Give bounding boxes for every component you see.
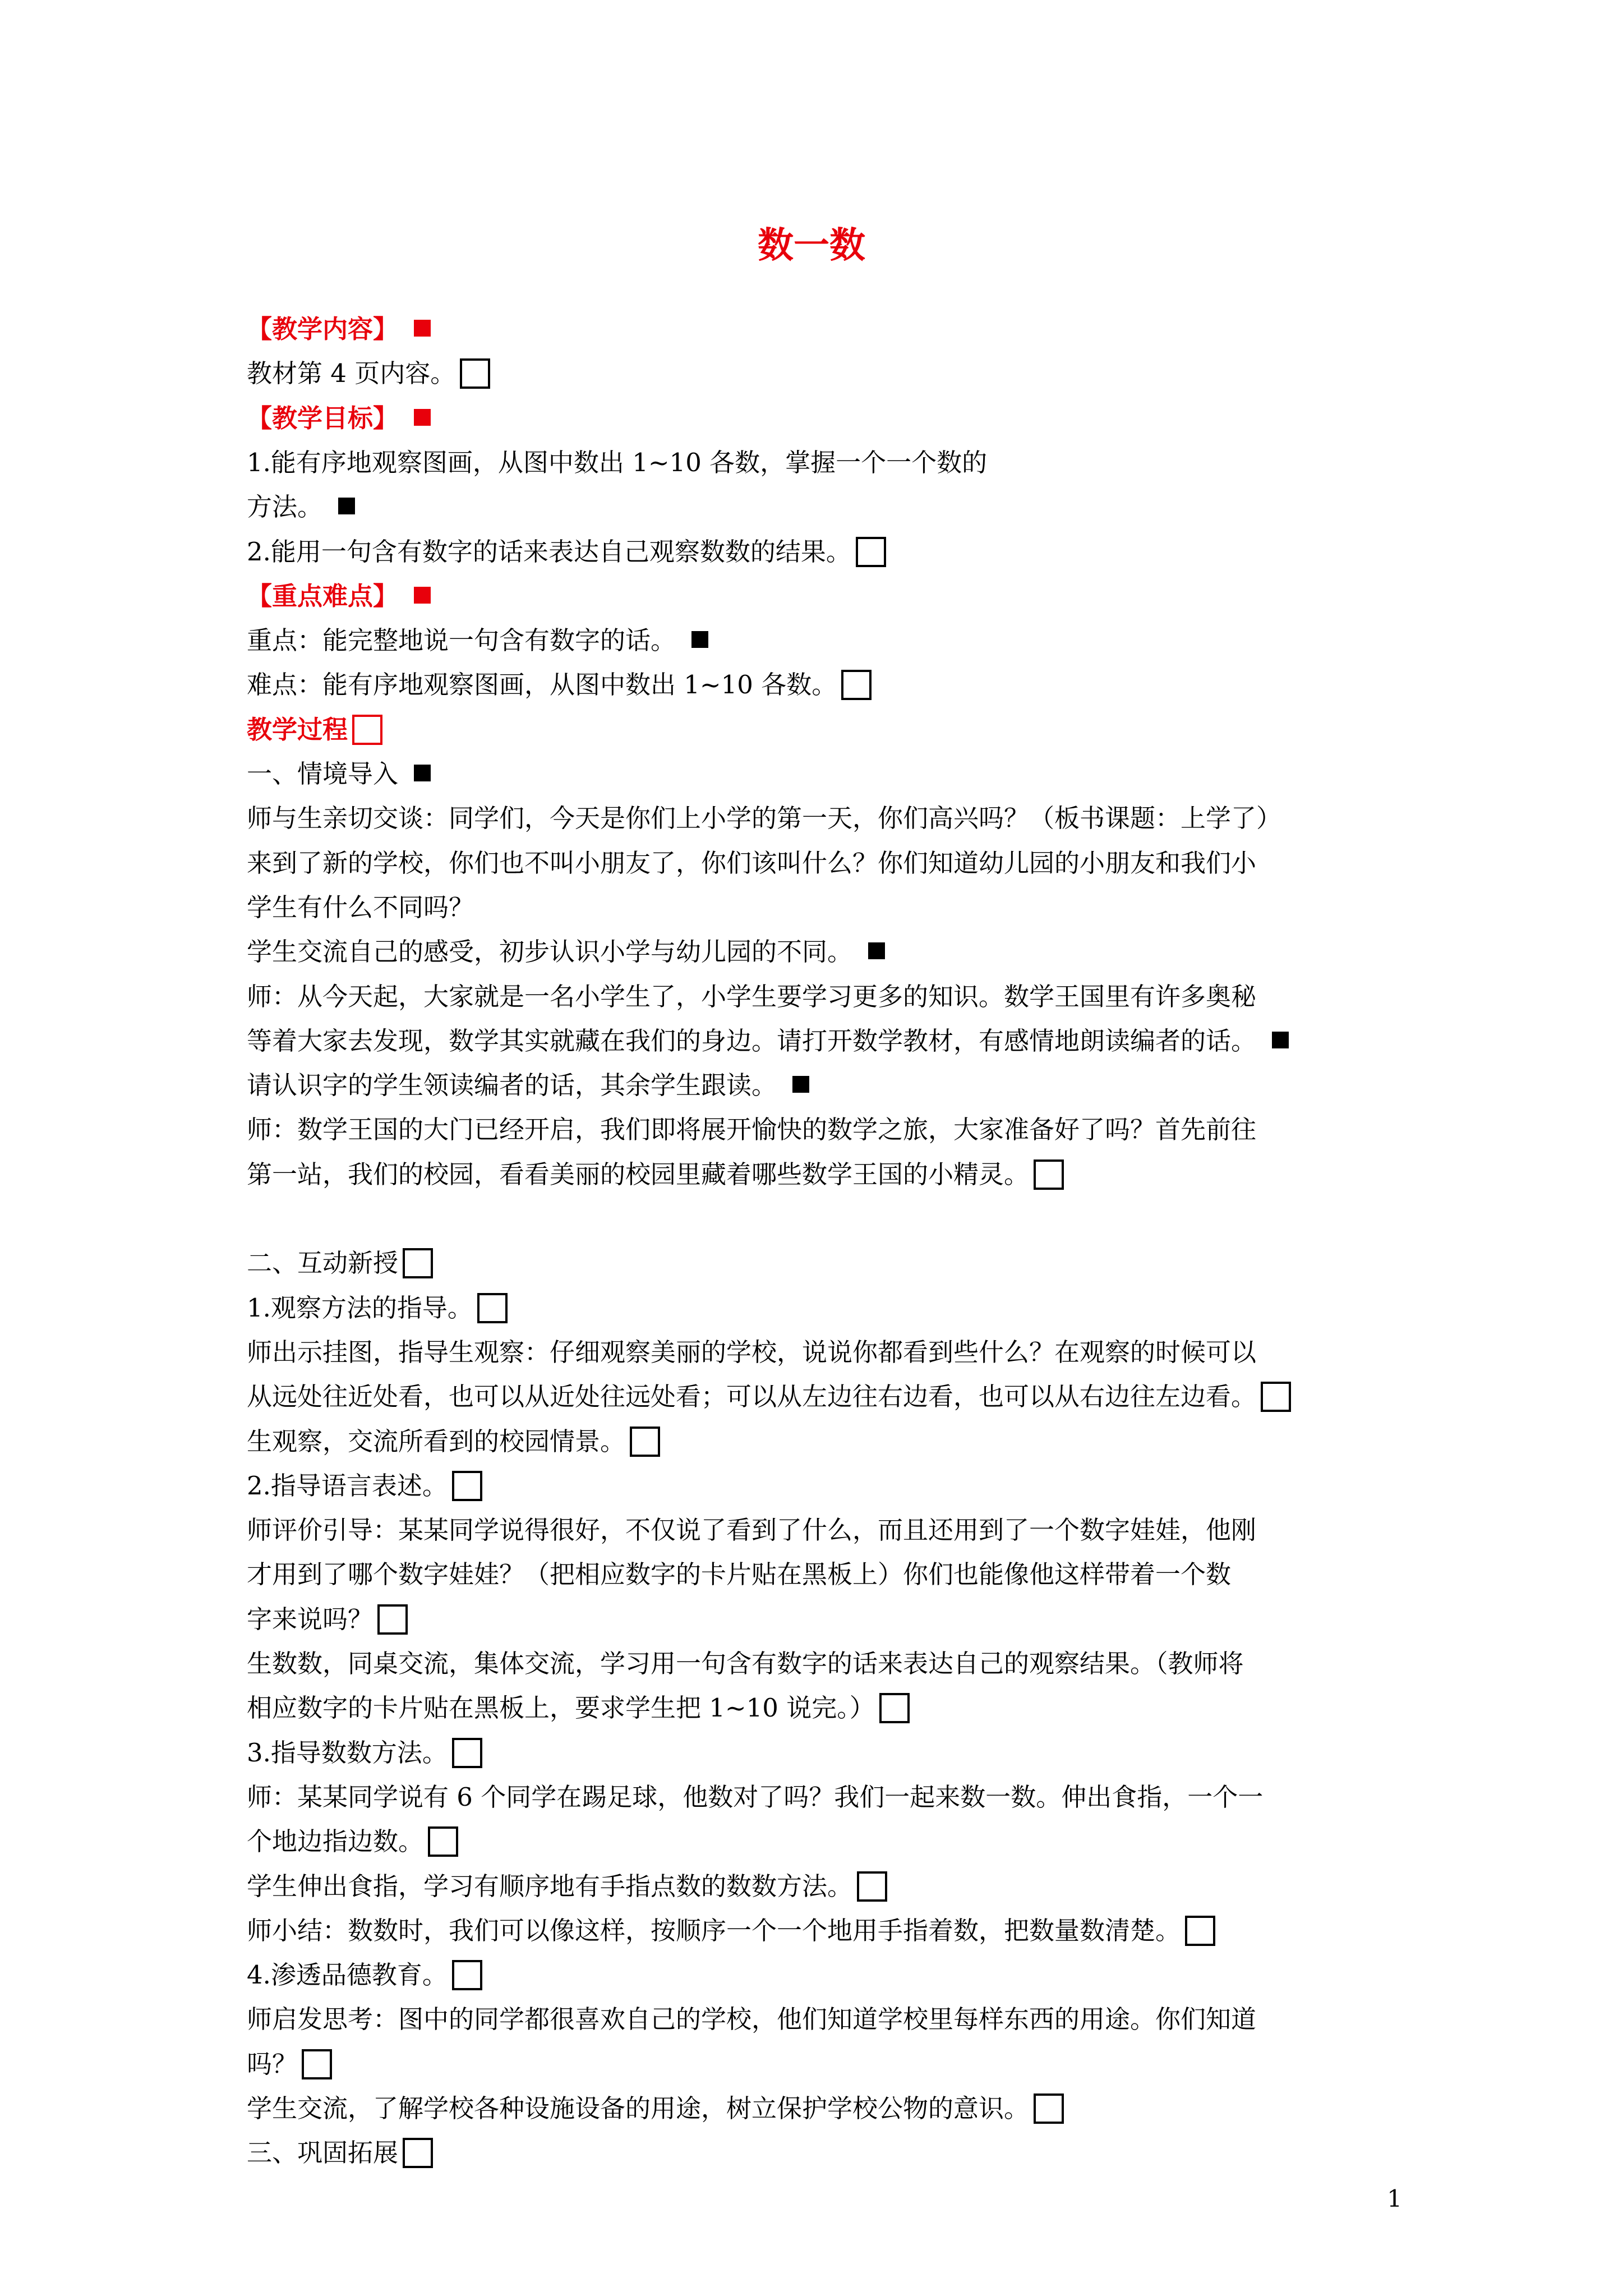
line-text: 吗？	[247, 2049, 298, 2079]
line-text: 生数数，同桌交流，集体交流，学习用一句含有数字的话来表达自己的观察结果。（教师将	[247, 1649, 1244, 1678]
text-line	[247, 1108, 1402, 1152]
text-line	[247, 1286, 1402, 1330]
text-line	[247, 1953, 1402, 1997]
line-text: 【教学目标】	[247, 403, 399, 433]
line-text: 才用到了哪个数字娃娃？（把相应数字的卡片贴在黑板上）你们也能像他这样带着一个数	[247, 1559, 1232, 1589]
line-text: 师：数学王国的大门已经开启，我们即将展开愉快的数学之旅，大家准备好了吗？首先前往	[247, 1115, 1257, 1144]
text-line	[247, 1420, 1402, 1464]
section-heading	[247, 574, 1402, 618]
line-text: 师评价引导：某某同学说得很好，不仅说了看到了什么，而且还用到了一个数字娃娃，他刚	[247, 1515, 1257, 1545]
line-text: 相应数字的卡片贴在黑板上，要求学生把 1~10 说完。）	[247, 1693, 875, 1723]
checkbox[interactable]	[1261, 1382, 1291, 1412]
checkbox[interactable]	[1185, 1916, 1215, 1946]
text-line	[247, 1375, 1402, 1419]
line-text: 4.渗透品德教育。	[247, 1960, 448, 1990]
line-text: 二、互动新授	[247, 1248, 399, 1278]
line-text: 学生伸出食指，学习有顺序地有手指点数的数数方法。	[247, 1871, 853, 1901]
text-line	[247, 1064, 1402, 1107]
text-line	[247, 441, 1402, 485]
text-line	[247, 797, 1402, 840]
square-bullet-icon	[414, 587, 431, 604]
text-line	[247, 1153, 1402, 1197]
text-line	[247, 1553, 1402, 1596]
checkbox[interactable]	[1034, 1159, 1064, 1190]
text-line	[247, 1820, 1402, 1864]
line-text: 师启发思考：图中的同学都很喜欢自己的学校，他们知道学校里每样东西的用途。你们知道	[247, 2004, 1257, 2034]
text-line	[247, 752, 1402, 796]
page-number: 1	[1387, 2185, 1402, 2212]
line-text: 学生有什么不同吗？	[247, 892, 474, 922]
text-line	[247, 1464, 1402, 1508]
page-title: 数一数	[758, 224, 865, 266]
section-heading	[247, 708, 1402, 752]
text-line	[247, 886, 1402, 930]
text-line	[247, 2087, 1402, 2131]
line-text: 方法。	[247, 492, 323, 522]
checkbox[interactable]	[841, 670, 872, 700]
text-line	[247, 663, 1402, 707]
line-text: 字来说吗？	[247, 1604, 374, 1634]
text-line	[247, 1775, 1402, 1819]
checkbox[interactable]	[352, 715, 382, 745]
checkbox[interactable]	[403, 2138, 433, 2168]
text-line	[247, 352, 1402, 395]
text-line	[247, 619, 1402, 662]
text-line	[247, 530, 1402, 574]
line-text: 教学过程	[247, 715, 348, 744]
text-line	[247, 1197, 1402, 1241]
checkbox[interactable]	[403, 1248, 433, 1278]
text-line	[247, 1998, 1402, 2041]
line-text: 请认识字的学生领读编者的话，其余学生跟读。	[247, 1070, 777, 1100]
line-text: 【教学内容】	[247, 314, 399, 344]
checkbox[interactable]	[630, 1427, 660, 1457]
checkbox[interactable]	[377, 1604, 408, 1635]
line-text: 1.能有序地观察图画，从图中数出 1~10 各数，掌握一个一个数的	[247, 448, 988, 477]
text-line	[247, 1686, 1402, 1730]
checkbox[interactable]	[460, 358, 490, 389]
text-line	[247, 1909, 1402, 1953]
line-text: 从远处往近处看，也可以从近处往远处看；可以从左边往右边看，也可以从右边往左边看。	[247, 1382, 1257, 1411]
checkbox[interactable]	[856, 537, 886, 567]
line-text: 等着大家去发现，数学其实就藏在我们的身边。请打开数学教材，有感情地朗读编者的话。	[247, 1026, 1257, 1056]
square-bullet-icon	[792, 1076, 809, 1093]
checkbox[interactable]	[428, 1826, 458, 1857]
text-line	[247, 1241, 1402, 1285]
text-line	[247, 2131, 1402, 2175]
line-text: 1.观察方法的指导。	[247, 1293, 473, 1323]
line-text: 师出示挂图，指导生观察：仔细观察美丽的学校，说说你都看到些什么？在观察的时候可以	[247, 1337, 1257, 1367]
line-text: 学生交流，了解学校各种设施设备的用途，树立保护学校公物的意识。	[247, 2093, 1030, 2123]
text-line	[247, 1598, 1402, 1641]
checkbox[interactable]	[452, 1738, 482, 1768]
text-line	[247, 930, 1402, 974]
text-line	[247, 1731, 1402, 1775]
square-bullet-icon	[691, 631, 708, 648]
section-heading	[247, 397, 1402, 440]
checkbox[interactable]	[857, 1871, 887, 1902]
text-line	[247, 485, 1402, 529]
text-line	[247, 1642, 1402, 1686]
line-text: 难点：能有序地观察图画，从图中数出 1~10 各数。	[247, 670, 837, 700]
text-line	[247, 2042, 1402, 2086]
line-text: 【重点难点】	[247, 581, 399, 611]
text-line	[247, 1865, 1402, 1908]
line-text: 三、巩固拓展	[247, 2138, 399, 2168]
text-line	[247, 1508, 1402, 1552]
square-bullet-icon	[414, 320, 431, 337]
line-text: 师与生亲切交谈：同学们，今天是你们上小学的第一天，你们高兴吗？（板书课题：上学了）	[247, 803, 1282, 833]
section-heading	[247, 307, 1402, 351]
square-bullet-icon	[868, 942, 885, 959]
checkbox[interactable]	[477, 1293, 508, 1323]
line-text: 师小结：数数时，我们可以像这样，按顺序一个一个地用手指着数，把数量数清楚。	[247, 1916, 1181, 1945]
square-bullet-icon	[1272, 1032, 1289, 1048]
checkbox[interactable]	[302, 2049, 332, 2079]
square-bullet-icon	[338, 498, 355, 514]
line-text: 生观察，交流所看到的校园情景。	[247, 1427, 626, 1456]
line-text: 一、情境导入	[247, 759, 399, 789]
line-text: 2.能用一句含有数字的话来表达自己观察数数的结果。	[247, 537, 851, 567]
line-text: 来到了新的学校，你们也不叫小朋友了，你们该叫什么？你们知道幼儿园的小朋友和我们小	[247, 848, 1257, 878]
line-text: 个地边指边数。	[247, 1826, 424, 1856]
text-line	[247, 841, 1402, 885]
text-line	[247, 1331, 1402, 1374]
line-text: 3.指导数数方法。	[247, 1738, 448, 1768]
checkbox[interactable]	[452, 1471, 482, 1501]
line-text: 2.指导语言表述。	[247, 1471, 448, 1501]
square-bullet-icon	[414, 765, 431, 781]
line-text: 教材第 4 页内容。	[247, 358, 456, 388]
line-text: 重点：能完整地说一句含有数字的话。	[247, 625, 676, 655]
square-bullet-icon	[414, 409, 431, 426]
line-text: 学生交流自己的感受，初步认识小学与幼儿园的不同。	[247, 937, 853, 967]
line-text: 师：某某同学说有 6 个同学在踢足球，他数对了吗？我们一起来数一数。伸出食指，一个一	[247, 1782, 1264, 1812]
text-line	[247, 1019, 1402, 1063]
checkbox[interactable]	[1034, 2093, 1064, 2124]
checkbox[interactable]	[879, 1693, 910, 1723]
text-line	[247, 975, 1402, 1019]
line-text: 师：从今天起，大家就是一名小学生了，小学生要学习更多的知识。数学王国里有许多奥秘	[247, 982, 1257, 1011]
checkbox[interactable]	[452, 1960, 482, 1990]
line-text: 第一站，我们的校园，看看美丽的校园里藏着哪些数学王国的小精灵。	[247, 1159, 1030, 1189]
